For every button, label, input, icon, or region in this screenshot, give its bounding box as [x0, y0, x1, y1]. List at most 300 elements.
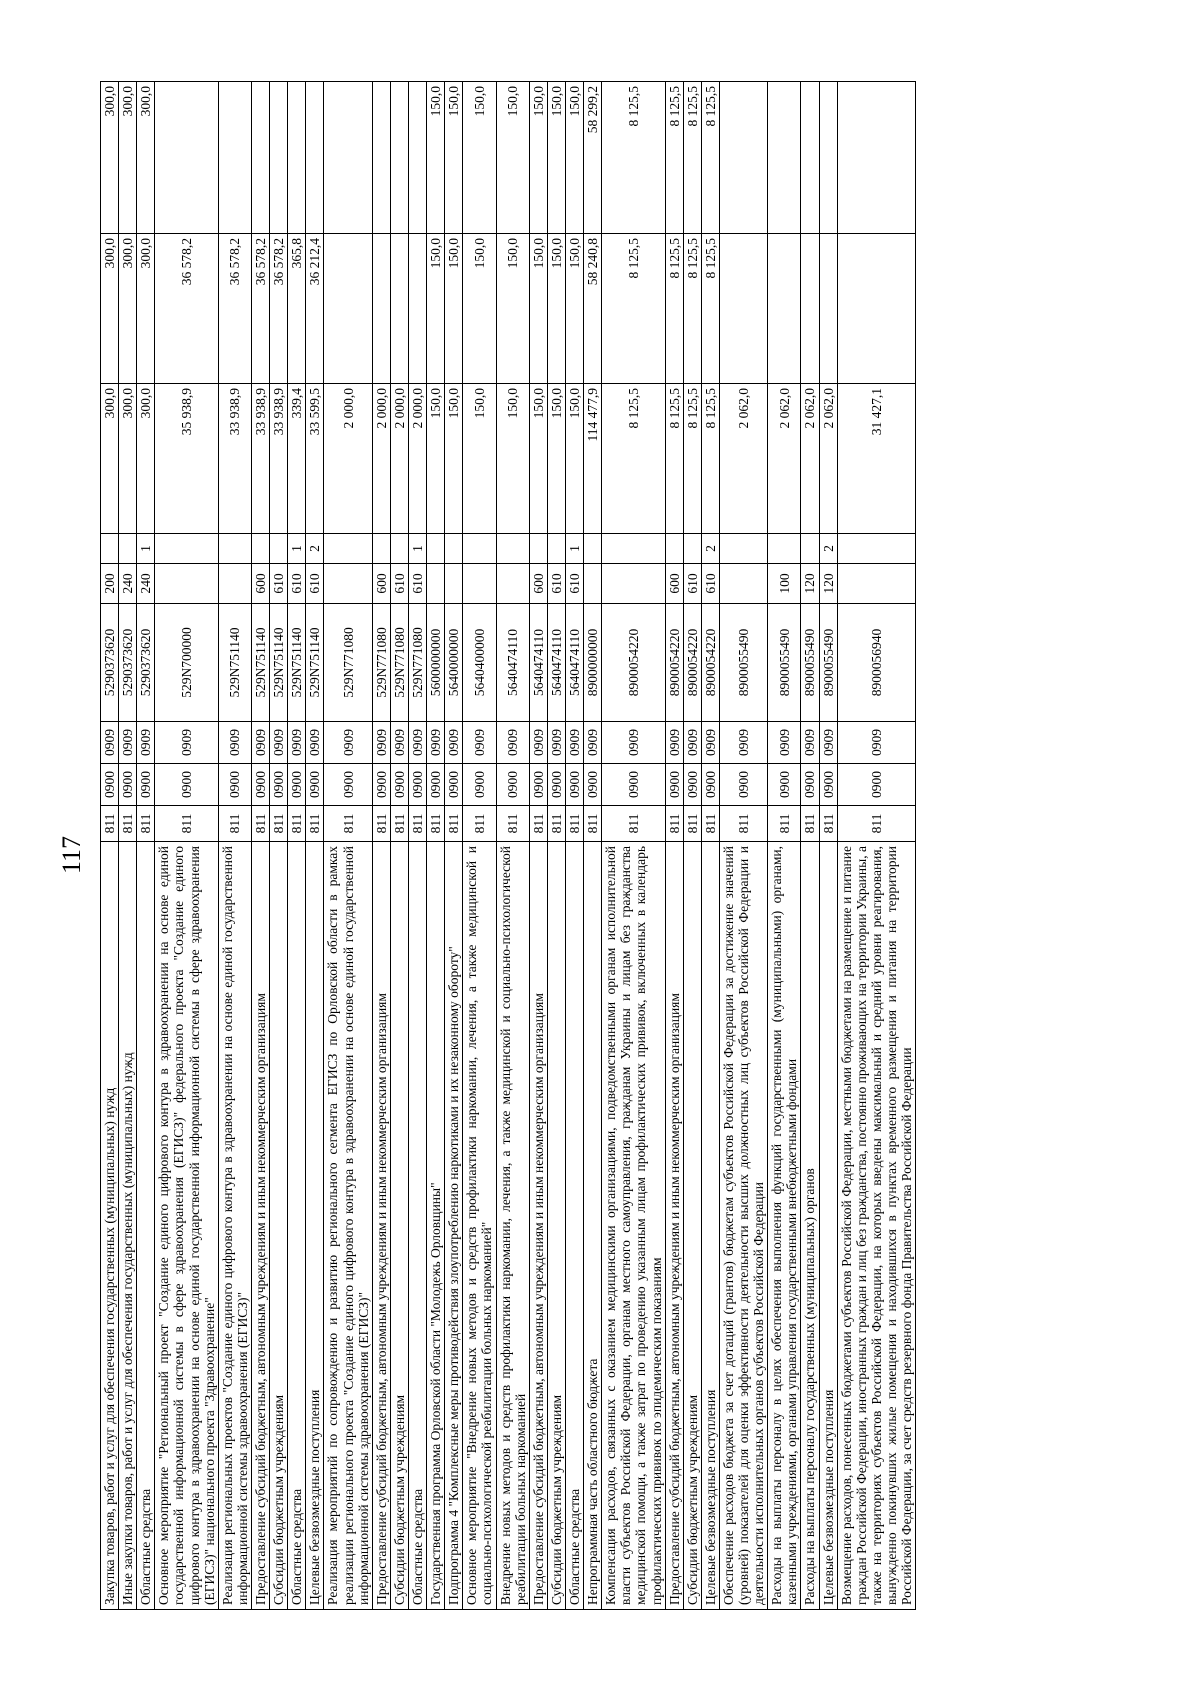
cell-amount-year-3: 8 125,5	[602, 82, 665, 234]
cell-source	[496, 534, 529, 564]
cell-expense-type	[427, 564, 445, 604]
cell-target-article: 529N771080	[390, 604, 408, 722]
cell-ved: 811	[270, 806, 288, 842]
cell-podrazdel: 0909	[665, 722, 683, 764]
cell-target-article: 529N771080	[324, 604, 372, 722]
cell-razdel: 0900	[565, 764, 583, 806]
table-row	[719, 82, 767, 1610]
cell-podrazdel: 0909	[390, 722, 408, 764]
cell-name: Областные средства	[408, 842, 426, 1610]
cell-source	[665, 534, 683, 564]
cell-ved: 811	[683, 806, 701, 842]
cell-source	[768, 534, 801, 564]
table-row	[496, 82, 529, 1610]
cell-razdel: 0900	[768, 764, 801, 806]
cell-source	[270, 534, 288, 564]
cell-expense-type	[837, 564, 916, 604]
cell-expense-type: 600	[665, 564, 683, 604]
cell-amount-year-3	[218, 82, 251, 234]
cell-podrazdel: 0909	[408, 722, 426, 764]
cell-source: 1	[408, 534, 426, 564]
cell-razdel: 0900	[683, 764, 701, 806]
cell-expense-type: 610	[565, 564, 583, 604]
cell-expense-type: 240	[119, 564, 137, 604]
cell-amount-year-1: 33 938,9	[218, 384, 251, 534]
cell-expense-type: 610	[270, 564, 288, 604]
table-row	[819, 82, 837, 1610]
cell-amount-year-3: 150,0	[463, 82, 496, 234]
cell-source: 1	[565, 534, 583, 564]
cell-podrazdel: 0909	[427, 722, 445, 764]
cell-razdel: 0900	[270, 764, 288, 806]
cell-razdel: 0900	[155, 764, 218, 806]
cell-amount-year-1: 2 000,0	[372, 384, 390, 534]
cell-name: Основное мероприятие "Внедрение новых методов и средств профилактики наркомании, лечения, а также медицинской и социально-психологической реабилитации больных наркоманией"	[463, 842, 496, 1610]
cell-target-article: 5290373620	[119, 604, 137, 722]
cell-podrazdel: 0909	[529, 722, 547, 764]
cell-target-article: 8900055490	[819, 604, 837, 722]
cell-amount-year-2: 150,0	[547, 234, 565, 384]
cell-amount-year-3: 150,0	[496, 82, 529, 234]
cell-source	[719, 534, 767, 564]
cell-target-article: 8900056940	[837, 604, 916, 722]
cell-podrazdel: 0909	[101, 722, 119, 764]
cell-razdel: 0900	[408, 764, 426, 806]
cell-amount-year-1: 300,0	[137, 384, 155, 534]
cell-ved: 811	[119, 806, 137, 842]
cell-ved: 811	[306, 806, 324, 842]
cell-target-article: 5640474110	[496, 604, 529, 722]
table-row	[101, 82, 119, 1610]
cell-name: Компенсация расходов, связанных с оказанием медицинскими организациями, подведомственными органам исполнительной власти субъектов Российской Федерации, органам местного самоуправления, гражданам Украины и лицам без гражданства медицинской помощи, а также затрат по проведению указанным лицам профилактических прививок, включенных в календарь профилактических прививок по эпидемическим показаниям	[602, 842, 665, 1610]
cell-razdel: 0900	[602, 764, 665, 806]
cell-target-article: 5640474110	[565, 604, 583, 722]
cell-name: Подпрограмма 4 "Комплексные меры противодействия злоупотреблению наркотиками и их незаконному обороту"	[445, 842, 463, 1610]
cell-razdel: 0900	[101, 764, 119, 806]
table-row	[251, 82, 269, 1610]
cell-target-article: 529N751140	[306, 604, 324, 722]
rotated-page-content	[100, 66, 1100, 1626]
table-row	[768, 82, 801, 1610]
cell-podrazdel: 0909	[837, 722, 916, 764]
cell-podrazdel: 0909	[324, 722, 372, 764]
cell-amount-year-2: 150,0	[496, 234, 529, 384]
cell-amount-year-3	[819, 82, 837, 234]
cell-ved: 811	[496, 806, 529, 842]
cell-razdel: 0900	[288, 764, 306, 806]
cell-podrazdel: 0909	[768, 722, 801, 764]
cell-expense-type: 610	[683, 564, 701, 604]
cell-amount-year-2: 300,0	[119, 234, 137, 384]
cell-razdel: 0900	[119, 764, 137, 806]
cell-amount-year-3	[155, 82, 218, 234]
table-body	[101, 82, 916, 1610]
cell-expense-type: 100	[768, 564, 801, 604]
cell-amount-year-2	[390, 234, 408, 384]
cell-expense-type: 610	[288, 564, 306, 604]
cell-target-article: 529N751140	[288, 604, 306, 722]
cell-amount-year-1: 8 125,5	[665, 384, 683, 534]
table-row	[445, 82, 463, 1610]
cell-expense-type: 120	[819, 564, 837, 604]
cell-razdel: 0900	[324, 764, 372, 806]
cell-amount-year-2: 300,0	[101, 234, 119, 384]
cell-amount-year-1: 2 062,0	[801, 384, 819, 534]
cell-amount-year-2: 36 578,2	[218, 234, 251, 384]
cell-razdel: 0900	[306, 764, 324, 806]
table-row	[390, 82, 408, 1610]
cell-amount-year-2: 150,0	[463, 234, 496, 384]
cell-podrazdel: 0909	[547, 722, 565, 764]
cell-target-article: 5640400000	[463, 604, 496, 722]
cell-expense-type: 610	[408, 564, 426, 604]
cell-podrazdel: 0909	[137, 722, 155, 764]
cell-ved: 811	[427, 806, 445, 842]
cell-amount-year-1: 150,0	[445, 384, 463, 534]
cell-razdel: 0900	[547, 764, 565, 806]
cell-ved: 811	[324, 806, 372, 842]
cell-podrazdel: 0909	[155, 722, 218, 764]
cell-amount-year-2: 150,0	[565, 234, 583, 384]
cell-name: Областные средства	[565, 842, 583, 1610]
cell-amount-year-1: 150,0	[529, 384, 547, 534]
cell-source	[837, 534, 916, 564]
cell-amount-year-2: 8 125,5	[683, 234, 701, 384]
cell-podrazdel: 0909	[801, 722, 819, 764]
cell-ved: 811	[390, 806, 408, 842]
cell-expense-type	[445, 564, 463, 604]
cell-razdel: 0900	[463, 764, 496, 806]
cell-amount-year-1: 2 000,0	[408, 384, 426, 534]
cell-amount-year-3	[408, 82, 426, 234]
cell-amount-year-1: 150,0	[496, 384, 529, 534]
cell-expense-type	[584, 564, 602, 604]
cell-amount-year-1: 300,0	[119, 384, 137, 534]
cell-target-article: 8900054220	[683, 604, 701, 722]
cell-name: Предоставление субсидий бюджетным, автономным учреждениям и иным некоммерческим организациям	[251, 842, 269, 1610]
cell-podrazdel: 0909	[496, 722, 529, 764]
table-row	[155, 82, 218, 1610]
cell-amount-year-3	[288, 82, 306, 234]
cell-name: Областные средства	[137, 842, 155, 1610]
cell-target-article: 5640474110	[529, 604, 547, 722]
table-row	[683, 82, 701, 1610]
cell-amount-year-2	[819, 234, 837, 384]
cell-source	[101, 534, 119, 564]
cell-amount-year-3: 150,0	[565, 82, 583, 234]
cell-expense-type	[463, 564, 496, 604]
cell-target-article: 5600000000	[427, 604, 445, 722]
cell-podrazdel: 0909	[602, 722, 665, 764]
cell-amount-year-2: 150,0	[427, 234, 445, 384]
cell-target-article: 5640000000	[445, 604, 463, 722]
cell-amount-year-3	[801, 82, 819, 234]
cell-podrazdel: 0909	[819, 722, 837, 764]
cell-ved: 811	[665, 806, 683, 842]
cell-target-article: 5640474110	[547, 604, 565, 722]
cell-amount-year-3	[390, 82, 408, 234]
cell-podrazdel: 0909	[306, 722, 324, 764]
cell-amount-year-3: 300,0	[101, 82, 119, 234]
cell-target-article: 529N751140	[251, 604, 269, 722]
cell-amount-year-1: 339,4	[288, 384, 306, 534]
cell-amount-year-2: 150,0	[529, 234, 547, 384]
cell-amount-year-2: 36 578,2	[155, 234, 218, 384]
cell-name: Расходы на выплаты персоналу в целях обеспечения выполнения функций государственными (муниципальными) органами, казенными учреждениями, органами управления государственными внебюджетными фондами	[768, 842, 801, 1610]
cell-source	[251, 534, 269, 564]
cell-podrazdel: 0909	[270, 722, 288, 764]
cell-amount-year-3	[324, 82, 372, 234]
table-row	[801, 82, 819, 1610]
cell-source	[801, 534, 819, 564]
cell-name: Предоставление субсидий бюджетным, автономным учреждениям и иным некоммерческим организациям	[529, 842, 547, 1610]
cell-amount-year-3	[837, 82, 916, 234]
cell-name: Областные средства	[288, 842, 306, 1610]
cell-expense-type	[719, 564, 767, 604]
cell-amount-year-1: 150,0	[427, 384, 445, 534]
cell-amount-year-1: 31 427,1	[837, 384, 916, 534]
table-row	[602, 82, 665, 1610]
cell-podrazdel: 0909	[683, 722, 701, 764]
cell-razdel: 0900	[445, 764, 463, 806]
table-row	[701, 82, 719, 1610]
cell-podrazdel: 0909	[372, 722, 390, 764]
cell-source	[584, 534, 602, 564]
cell-source	[463, 534, 496, 564]
cell-name: Внедрение новых методов и средств профилактики наркомании, лечения, а также медицинской и социально-психологической реабилитации больных наркоманией	[496, 842, 529, 1610]
cell-amount-year-1: 2 062,0	[819, 384, 837, 534]
cell-expense-type: 120	[801, 564, 819, 604]
cell-expense-type: 600	[529, 564, 547, 604]
cell-razdel: 0900	[137, 764, 155, 806]
table-row	[529, 82, 547, 1610]
cell-target-article: 529N771080	[408, 604, 426, 722]
cell-razdel: 0900	[801, 764, 819, 806]
cell-podrazdel: 0909	[445, 722, 463, 764]
cell-amount-year-2	[768, 234, 801, 384]
cell-source	[445, 534, 463, 564]
cell-amount-year-3: 8 125,5	[701, 82, 719, 234]
cell-source	[155, 534, 218, 564]
cell-amount-year-1: 33 599,5	[306, 384, 324, 534]
cell-source	[602, 534, 665, 564]
cell-source	[119, 534, 137, 564]
cell-target-article: 5290373620	[137, 604, 155, 722]
cell-name: Субсидии бюджетным учреждениям	[683, 842, 701, 1610]
cell-source: 2	[306, 534, 324, 564]
cell-name: Государственная программа Орловской области "Молодежь Орловщины"	[427, 842, 445, 1610]
cell-amount-year-3	[306, 82, 324, 234]
cell-amount-year-2: 365,8	[288, 234, 306, 384]
cell-ved: 811	[529, 806, 547, 842]
cell-amount-year-3: 58 299,2	[584, 82, 602, 234]
cell-name: Закупка товаров, работ и услуг для обеспечения государственных (муниципальных) нужд	[101, 842, 119, 1610]
cell-source	[390, 534, 408, 564]
cell-name: Расходы на выплаты персоналу государственных (муниципальных) органов	[801, 842, 819, 1610]
cell-ved: 811	[463, 806, 496, 842]
cell-amount-year-3	[251, 82, 269, 234]
cell-amount-year-3: 300,0	[119, 82, 137, 234]
cell-target-article: 5290373620	[101, 604, 119, 722]
cell-name: Целевые безвозмездные поступления	[306, 842, 324, 1610]
cell-podrazdel: 0909	[584, 722, 602, 764]
cell-ved: 811	[719, 806, 767, 842]
cell-podrazdel: 0909	[701, 722, 719, 764]
cell-ved: 811	[155, 806, 218, 842]
cell-amount-year-2: 36 212,4	[306, 234, 324, 384]
cell-amount-year-1: 8 125,5	[701, 384, 719, 534]
cell-ved: 811	[701, 806, 719, 842]
cell-razdel: 0900	[390, 764, 408, 806]
cell-amount-year-1: 150,0	[463, 384, 496, 534]
cell-source: 1	[137, 534, 155, 564]
cell-amount-year-1: 150,0	[547, 384, 565, 534]
cell-name: Субсидии бюджетным учреждениям	[270, 842, 288, 1610]
cell-amount-year-3	[270, 82, 288, 234]
cell-ved: 811	[445, 806, 463, 842]
cell-expense-type: 240	[137, 564, 155, 604]
cell-expense-type	[324, 564, 372, 604]
cell-target-article: 8900055490	[719, 604, 767, 722]
cell-name: Иные закупки товаров, работ и услуг для обеспечения государственных (муниципальных) нужд	[119, 842, 137, 1610]
cell-target-article: 529N751140	[270, 604, 288, 722]
cell-amount-year-2: 58 240,8	[584, 234, 602, 384]
cell-amount-year-3: 150,0	[547, 82, 565, 234]
cell-target-article: 8900000000	[584, 604, 602, 722]
cell-target-article: 8900055490	[768, 604, 801, 722]
cell-razdel: 0900	[665, 764, 683, 806]
cell-source	[547, 534, 565, 564]
cell-target-article: 529N700000	[155, 604, 218, 722]
cell-ved: 811	[288, 806, 306, 842]
cell-source	[372, 534, 390, 564]
cell-amount-year-3: 150,0	[445, 82, 463, 234]
cell-amount-year-1: 2 000,0	[390, 384, 408, 534]
cell-expense-type	[218, 564, 251, 604]
cell-ved: 811	[547, 806, 565, 842]
table-row	[408, 82, 426, 1610]
cell-amount-year-3: 150,0	[529, 82, 547, 234]
cell-razdel: 0900	[584, 764, 602, 806]
cell-amount-year-3	[768, 82, 801, 234]
cell-expense-type: 200	[101, 564, 119, 604]
cell-razdel: 0900	[529, 764, 547, 806]
cell-source: 2	[701, 534, 719, 564]
cell-ved: 811	[372, 806, 390, 842]
table-row	[565, 82, 583, 1610]
cell-amount-year-3: 150,0	[427, 82, 445, 234]
cell-ved: 811	[837, 806, 916, 842]
cell-amount-year-2: 8 125,5	[665, 234, 683, 384]
cell-amount-year-2	[837, 234, 916, 384]
table-row	[306, 82, 324, 1610]
table-row	[837, 82, 916, 1610]
cell-razdel: 0900	[837, 764, 916, 806]
cell-ved: 811	[819, 806, 837, 842]
cell-target-article: 8900054220	[665, 604, 683, 722]
cell-source	[529, 534, 547, 564]
cell-podrazdel: 0909	[251, 722, 269, 764]
cell-razdel: 0900	[372, 764, 390, 806]
table-row	[547, 82, 565, 1610]
table-row	[372, 82, 390, 1610]
table-row	[119, 82, 137, 1610]
table-row	[218, 82, 251, 1610]
cell-source	[218, 534, 251, 564]
cell-ved: 811	[137, 806, 155, 842]
cell-target-article: 8900055490	[801, 604, 819, 722]
cell-amount-year-1: 2 062,0	[768, 384, 801, 534]
cell-name: Субсидии бюджетным учреждениям	[547, 842, 565, 1610]
cell-amount-year-1: 35 938,9	[155, 384, 218, 534]
cell-podrazdel: 0909	[288, 722, 306, 764]
cell-podrazdel: 0909	[463, 722, 496, 764]
cell-amount-year-1: 8 125,5	[602, 384, 665, 534]
cell-target-article: 529N751140	[218, 604, 251, 722]
cell-razdel: 0900	[496, 764, 529, 806]
cell-name: Предоставление субсидий бюджетным, автономным учреждениям и иным некоммерческим организациям	[372, 842, 390, 1610]
cell-amount-year-2: 8 125,5	[602, 234, 665, 384]
cell-podrazdel: 0909	[119, 722, 137, 764]
cell-razdel: 0900	[427, 764, 445, 806]
cell-name: Субсидии бюджетным учреждениям	[390, 842, 408, 1610]
cell-amount-year-2	[324, 234, 372, 384]
cell-amount-year-2: 8 125,5	[701, 234, 719, 384]
cell-ved: 811	[602, 806, 665, 842]
cell-amount-year-2	[719, 234, 767, 384]
cell-name: Обеспечение расходов бюджета за счет дотаций (грантов) бюджетам субъектов Российской Федерации за достижение значений (уровней) показателей для оценки эффективности деятельности высших должностных лиц субъектов Российской Федерации и деятельности исполнительных органов субъектов Российской Федерации	[719, 842, 767, 1610]
cell-razdel: 0900	[251, 764, 269, 806]
cell-name: Целевые безвозмездные поступления	[819, 842, 837, 1610]
table-row	[427, 82, 445, 1610]
cell-expense-type	[602, 564, 665, 604]
cell-razdel: 0900	[701, 764, 719, 806]
cell-amount-year-1: 2 062,0	[719, 384, 767, 534]
cell-amount-year-3: 8 125,5	[683, 82, 701, 234]
cell-amount-year-3	[719, 82, 767, 234]
cell-expense-type: 610	[390, 564, 408, 604]
cell-ved: 811	[218, 806, 251, 842]
cell-source	[324, 534, 372, 564]
table-row	[270, 82, 288, 1610]
cell-target-article: 8900054220	[701, 604, 719, 722]
cell-amount-year-1: 114 477,9	[584, 384, 602, 534]
cell-amount-year-1: 8 125,5	[683, 384, 701, 534]
cell-amount-year-1: 33 938,9	[251, 384, 269, 534]
cell-amount-year-2: 150,0	[445, 234, 463, 384]
cell-source	[683, 534, 701, 564]
cell-name: Основное мероприятие "Региональный проект "Создание единого цифрового контура в здравоохранении на основе единой государственной информационной системы в сфере здравоохранения (ЕГИСЗ)" федерального проекта "Создание единого цифрового контура в здравоохранении на основе единой государственной информационной системы в сфере здравоохранения (ЕГИСЗ)" национального проекта "Здравоохранение"	[155, 842, 218, 1610]
cell-ved: 811	[251, 806, 269, 842]
cell-expense-type: 610	[306, 564, 324, 604]
cell-ved: 811	[101, 806, 119, 842]
cell-amount-year-2	[372, 234, 390, 384]
cell-expense-type: 600	[372, 564, 390, 604]
table-row	[324, 82, 372, 1610]
cell-name: Реализация региональных проектов "Создание единого цифрового контура в здравоохранении на основе единой государственной информационной системы здравоохранения (ЕГИСЗ)"	[218, 842, 251, 1610]
cell-source: 1	[288, 534, 306, 564]
cell-name: Предоставление субсидий бюджетным, автономным учреждениям и иным некоммерческим организациям	[665, 842, 683, 1610]
cell-name: Возмещение расходов, понесенных бюджетами субъектов Российской Федерации, местными бюджетами на размещение и питание граждан Российской Федерации, иностранных граждан и лиц без гражданства, постоянно проживающих на территории Украины, а также на территориях субъектов Российской Федерации, на которых введены максимальный и средний уровни реагирования, вынужденно покинувших жилые помещения и находившихся в пунктах временного размещения и питания на территории Российской Федерации, за счет средств резервного фонда Правительства Российской Федерации	[837, 842, 916, 1610]
cell-ved: 811	[408, 806, 426, 842]
cell-amount-year-2: 36 578,2	[270, 234, 288, 384]
cell-amount-year-2	[801, 234, 819, 384]
cell-razdel: 0900	[719, 764, 767, 806]
cell-amount-year-2	[408, 234, 426, 384]
cell-ved: 811	[801, 806, 819, 842]
cell-podrazdel: 0909	[565, 722, 583, 764]
page-number: 117	[57, 835, 86, 875]
